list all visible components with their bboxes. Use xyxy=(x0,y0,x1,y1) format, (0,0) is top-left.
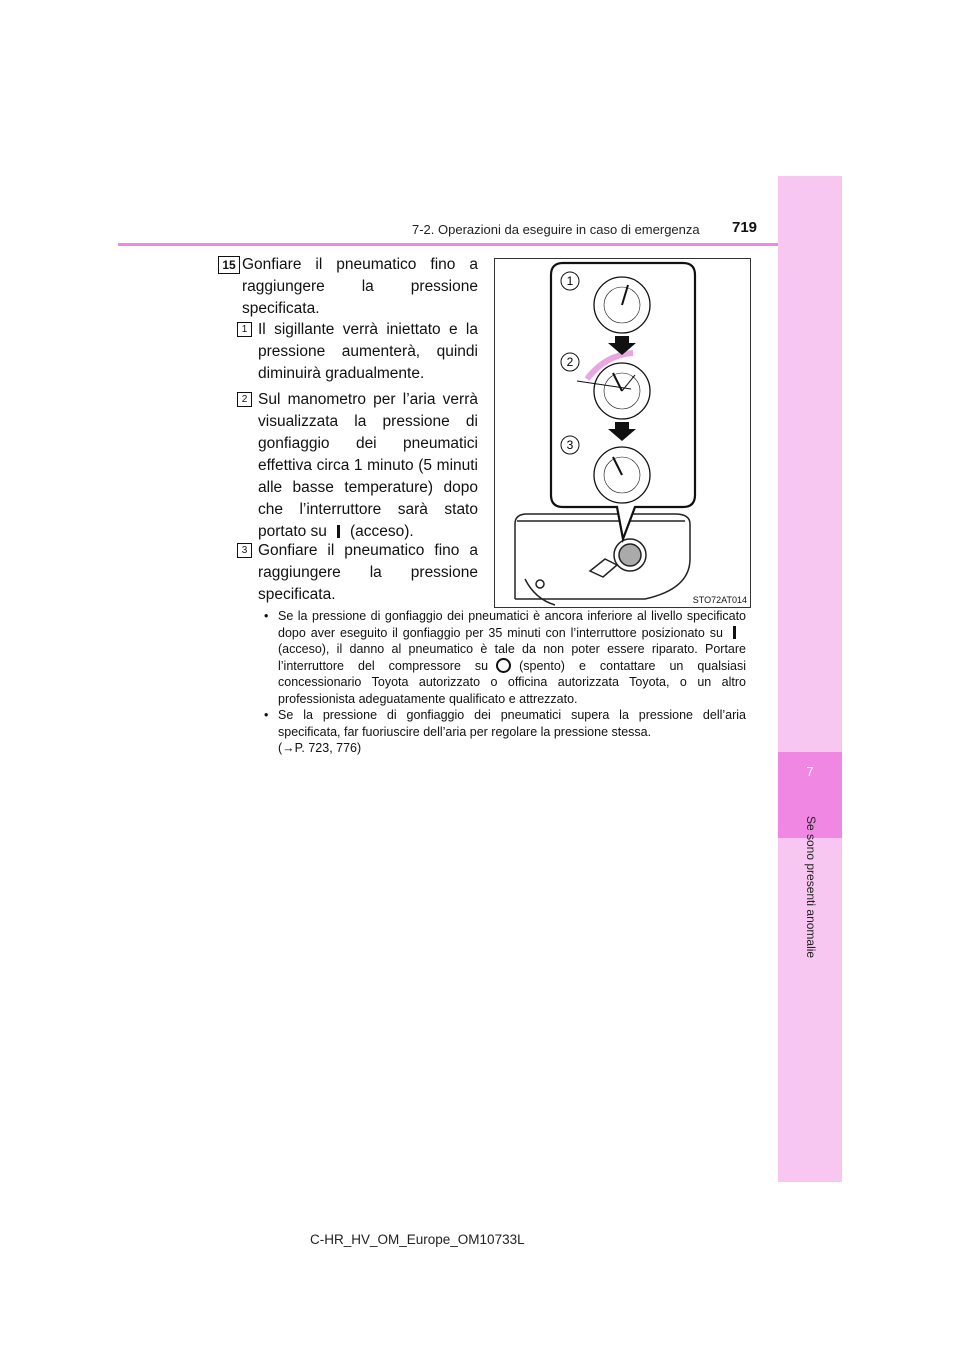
substep-badge-1: 1 xyxy=(237,322,252,337)
substep-badge-3: 3 xyxy=(237,543,252,558)
substep-3-text: Gonfiare il pneumatico fino a raggiungere la pressione specificata. xyxy=(258,542,478,603)
notes-list xyxy=(264,608,746,757)
switch-off-icon xyxy=(496,658,511,673)
list-item xyxy=(264,608,746,707)
chapter-number: 7 xyxy=(806,764,814,779)
substep-2-text xyxy=(258,389,478,543)
chapter-title: Se sono presenti anomalie xyxy=(804,816,818,959)
section-title: 7-2. Operazioni da eseguire in caso di emergenza xyxy=(412,222,700,237)
figure-callout-2: 2 xyxy=(566,355,574,369)
switch-on-icon xyxy=(733,626,736,639)
step-number-badge: 15 xyxy=(218,256,240,274)
note-1-part1: Se la pressione di gonfiaggio dei pneumatici è ancora inferiore al livello specificato dopo aver eseguito il gonfiaggio per 35 minuti con l’interruttore posizionato su xyxy=(278,609,746,640)
substep-1-text: Il sigillante verrà iniettato e la pressione aumenterà, quindi diminuirà gradualmente. xyxy=(258,321,478,382)
note-2-text: Se la pressione di gonfiaggio dei pneumatici supera la pressione dell’aria specificata, far fuoriuscire dell’aria per regolare la pressione stessa. xyxy=(278,708,746,739)
figure-code: STO72AT014 xyxy=(692,595,747,605)
header-rule xyxy=(118,243,778,246)
list-item xyxy=(264,707,746,757)
figure-callout-1: 1 xyxy=(566,274,574,288)
substep-2-text-after: (acceso). xyxy=(349,523,414,540)
figure-callout-3: 3 xyxy=(566,438,574,452)
bullet-icon: • xyxy=(264,708,269,722)
page-reference-link[interactable]: (→P. 723, 776) xyxy=(278,741,362,755)
compressor-illustration xyxy=(515,514,690,605)
document-footer-code: C-HR_HV_OM_Europe_OM10733L xyxy=(310,1232,525,1247)
step-text: Gonfiare il pneumatico fino a raggiungere la pressione specificata. xyxy=(242,256,478,317)
note-1-part3: (spento) e contattare un qualsiasi concessionario Toyota autorizzato o officina autorizzata Toyota, o un altro professionista adeguatamente qualificato e attrezzato. xyxy=(278,658,746,706)
substep-badge-2: 2 xyxy=(237,392,252,407)
tire-pressure-figure xyxy=(494,258,751,608)
bullet-icon: • xyxy=(264,609,269,623)
note-1-part2: (acceso), il danno al pneumatico è tale da non poter essere riparato. Portare l’interruttore del compressore su xyxy=(278,642,746,673)
substep-2-text-before: Sul manometro per l’aria verrà visualizzata la pressione di gonfiaggio dei pneumatici effettiva circa 1 minuto (5 minuti alle basse temperature) dopo che l’interruttore sarà stato portato su xyxy=(258,391,478,540)
gauge-illustration xyxy=(495,259,750,607)
switch-on-icon xyxy=(337,525,340,538)
page-number: 719 xyxy=(732,219,758,236)
chapter-side-tab xyxy=(778,176,842,1182)
